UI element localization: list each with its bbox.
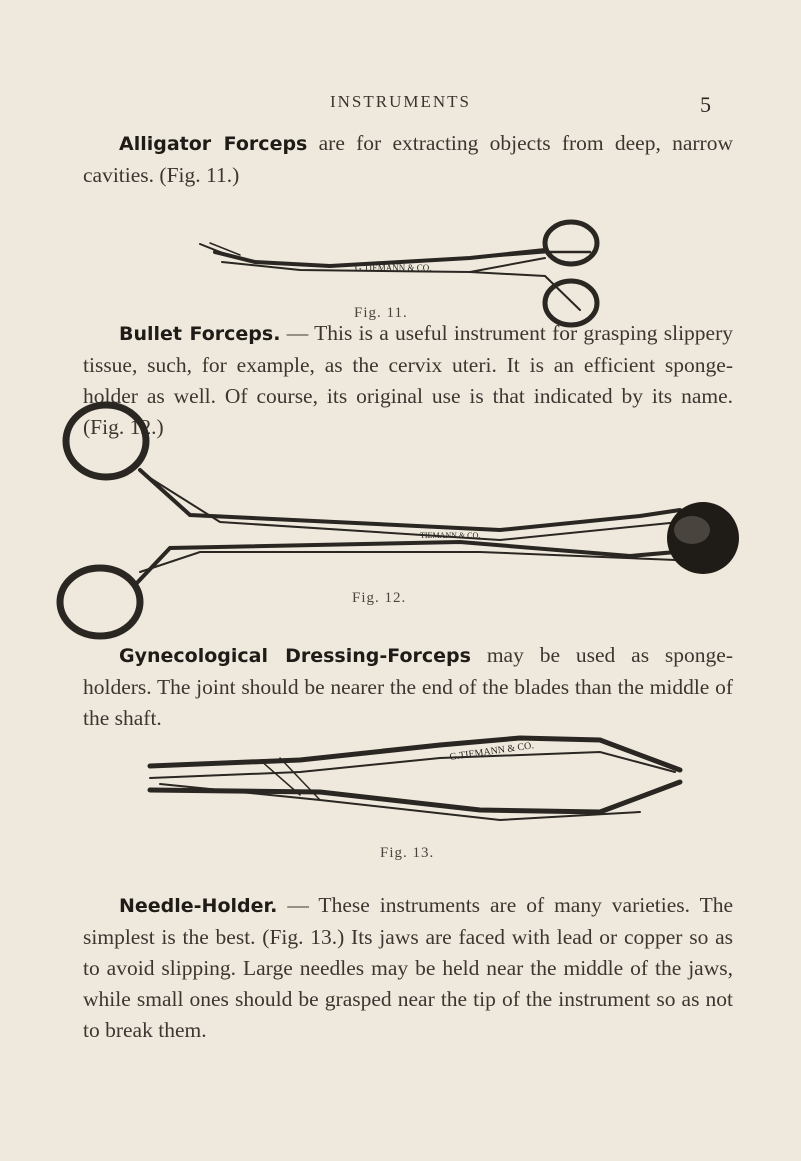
- figure-12-caption: Fig. 12.: [352, 590, 407, 606]
- paragraph-needle-holder: [83, 890, 733, 1046]
- paragraph-bullet-forceps: [83, 318, 733, 443]
- paragraph-text: — This is a useful instrument for grasping slippery tissue, such, for example, as the cervix uteri. It is an efficient sponge-holder as well. Of course, its original use is that indicated by its name. (Fig. 12.): [83, 321, 734, 439]
- figure-11-caption: Fig. 11.: [354, 305, 408, 321]
- page-number: 5: [700, 92, 711, 117]
- paragraph-alligator-forceps: [83, 128, 733, 191]
- paragraph-text: may be used as sponge-holders. The joint should be nearer the end of the blades than the middle of the shaft.: [83, 643, 734, 730]
- term-bullet-forceps: Bullet Forceps.: [119, 323, 281, 345]
- paragraph-text: are for extracting objects from deep, narrow cavities. (Fig. 11.): [83, 131, 733, 187]
- running-head: INSTRUMENTS: [329, 92, 471, 111]
- figure-11-maker-mark: G.TIEMANN & CO.: [355, 263, 432, 273]
- paragraph-text: — These instruments are of many varieties. The simplest is the best. (Fig. 13.) Its jaws are faced with lead or copper so as to avoid slipping. Large needles may be held near the middle of the jaws, while small ones should be grasped near the tip of the instrument so as not to break them.: [83, 893, 733, 1042]
- term-gynecological-dressing-forceps: Gynecological Dressing-Forceps: [119, 645, 471, 667]
- term-alligator-forceps: Alligator Forceps: [119, 133, 308, 155]
- paragraph-gynecological-dressing-forceps: [83, 640, 733, 734]
- figure-13-caption: Fig. 13.: [380, 845, 435, 861]
- figure-12-maker-mark: TIEMANN & CO.: [420, 531, 481, 540]
- term-needle-holder: Needle-Holder.: [119, 895, 278, 917]
- figure-13-maker-mark: G.TIEMANN & CO.: [448, 740, 535, 763]
